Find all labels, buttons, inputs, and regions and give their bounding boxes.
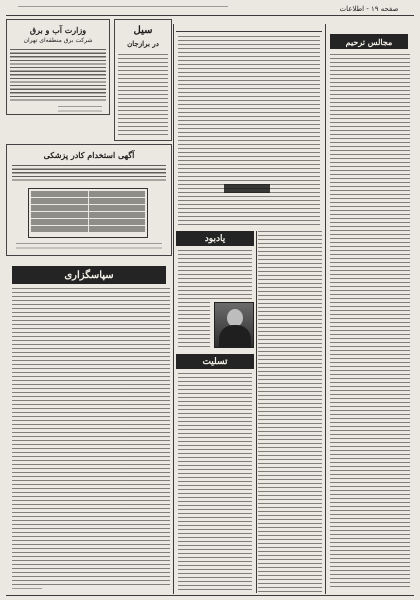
notice-footer — [58, 106, 102, 112]
table-cell — [89, 226, 146, 232]
portrait-photo — [214, 302, 254, 348]
majales-tarhim-banner: مجالس ترحیم — [330, 34, 408, 49]
notice-title: وزارت آب و برق — [29, 25, 87, 35]
center-right-column — [258, 231, 322, 593]
bottom-rule — [6, 595, 414, 596]
recruitment-title: آگهی استخدام کادر پزشکی — [43, 150, 135, 160]
tasliyat-banner: تسلیت — [176, 354, 254, 369]
yadbood-banner: یادبود — [176, 231, 254, 246]
portrait-shoulders — [219, 325, 251, 347]
notice-body — [10, 49, 106, 103]
flood-subtitle: در برازجان — [127, 39, 159, 48]
table-cell — [89, 205, 146, 211]
bottom-left-stamp — [12, 588, 42, 592]
sepasgozari-banner: سپاسگزاری — [12, 266, 166, 284]
sepasgozari-notices — [12, 288, 170, 586]
column-rule-1 — [173, 24, 174, 594]
page-header-label: صفحه ۱۹ - اطلاعات — [339, 5, 399, 13]
flood-body — [118, 54, 168, 136]
table-cell — [89, 212, 146, 218]
recruitment-intro — [12, 165, 166, 183]
table-cell — [31, 205, 88, 211]
header-rule — [6, 15, 414, 16]
table-cell — [31, 212, 88, 218]
center-column-upper — [178, 36, 320, 226]
portrait-caption — [178, 302, 210, 348]
table-cell — [31, 191, 88, 197]
column-rule-3 — [325, 24, 326, 594]
yadbood-notices — [178, 250, 252, 302]
flood-title: سیل — [133, 25, 153, 36]
table-cell — [31, 198, 88, 204]
center-top-rule — [176, 31, 322, 32]
column-rule-2 — [256, 231, 257, 593]
table-cell — [31, 219, 88, 225]
table-cell — [31, 226, 88, 232]
tasliyat-notices — [178, 373, 252, 593]
notice-subtitle: شرکت برق منطقه‌ای تهران — [23, 37, 93, 44]
recruitment-footer — [16, 243, 162, 251]
table-cell — [89, 198, 146, 204]
recruitment-table — [28, 188, 148, 238]
table-cell — [89, 191, 146, 197]
table-cell — [89, 219, 146, 225]
majales-tarhim-notices — [330, 54, 410, 590]
center-subhead — [224, 184, 270, 193]
header-dateline — [18, 6, 228, 10]
